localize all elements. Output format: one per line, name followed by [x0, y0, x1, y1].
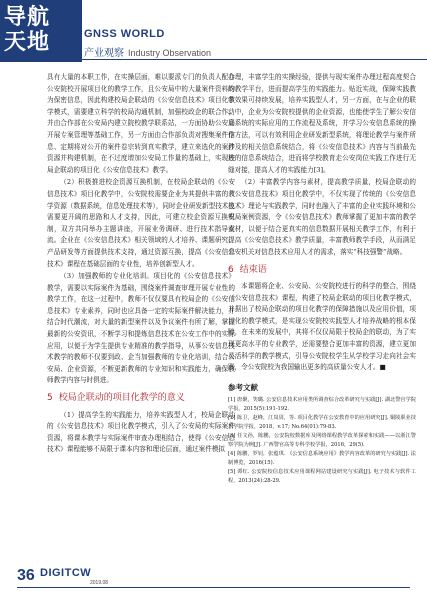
- magazine-name: DIGITCW: [40, 567, 92, 579]
- paragraph: 办理，丰富学生的实操经验，提供与现实案件办理过程高度契合的教学平台，进而提高学生的实践能力。贴近实战，保障实践教学效果可持续发展，培养实践型人才，另一方面，在与企业的联动中，企业为公安院校提供的企业资源，也能使学生了解公安信息系统的实际应用的工作流程及系统，并学习公安信息系统的操作方法，可以有效利用企业研发新型系统，将理论教学与案件所涉及的相关信息系统结合，将《公安信息技术》内容与当前最先进的信息系统结合，进而将学校教育走公安岗位实践工作进行无缝对接，提高人才的实践能力[3]。: [228, 73, 416, 174]
- paragraph: （1）提高学生的实践能力，培养实践型人才，校局企联动的《公安信息技术》项目化教学模式，引入了公安局的实际案件资源，将课本教学与实际案件审查办理相结合，使得《公安信息技术》课程能够不局限于课本内容和理论层面，通过案件模拟: [47, 410, 235, 454]
- issue-date: 2019.08: [90, 580, 109, 586]
- reference-item: [4] 陈鹏，罗钊，张蕴琪. 《公安信息系统应用》教学内容改革的研究与实践[J]. 法制博览，2016(15).: [228, 451, 416, 467]
- references: [228, 382, 416, 487]
- section-heading-text: 校局企联动的项目化教学的意义: [58, 393, 185, 404]
- logo-chinese-title: [4, 5, 50, 55]
- right-column: [228, 72, 416, 486]
- reference-item: [5] 谭红. 公安院校信息技术应用课程网站建设研究与实践[J]. 电子技术与软件工程，2013(24):28-29.: [228, 469, 416, 485]
- section-title-zh: 产业观察: [84, 48, 124, 59]
- section-heading-5: [47, 393, 235, 405]
- footer-rule: [17, 587, 410, 588]
- page-footer: [0, 561, 427, 591]
- header-rule: [82, 59, 427, 60]
- reference-item: [3] 任文孙，陈鹏，公安院校数据库及网络课程教学改革探索和实践——以浙江警察学院为例[J]. 广西警官高等专科学校学报，2016，29(5).: [228, 433, 416, 449]
- paragraph: 具有大量的本职工作，在实操层面，难以要派专门的负责人配合公安院校开展项目化的教学工作，且公安局中的大量案件资料均为保密信息，因此构建校局企联动的《公安信息技术》项目化教学模式，需要建立科学的校局沟通机制，加强校政企的联合作，并由合作部在公安局内建立院校教学联系站，一方面协助公安局开展专案管理等基础工作，另一方面由合作部负责对搜集案件信息、定期将对公开的案件卷宗转到真实教学，建立来选化的案件资源并构建机制，在不过度增加公安局工作量的基础上，实现校局企联动的项目化《公安信息技术》教学。: [47, 73, 235, 174]
- section-heading-text: 结束语: [239, 264, 267, 275]
- gnss-world-logo: [0, 0, 82, 62]
- section-title-en: Industry Observation: [128, 48, 212, 58]
- logo-chinese-line-1: 导航: [4, 5, 51, 30]
- section-number: 6: [228, 264, 234, 275]
- page-header: [0, 0, 427, 62]
- paragraph: 本课题将企业、公安局、公安院校进行的科学的整合，围绕《公安信息技术》课程，构建了校局企联动的项目化教学模式，并据出了校局企联动的项目化教学的保障措施以及应用价值，项目化的教学模式，是实现公安院校实践型人才培养战略的根本保障，在未来的发展中，其将不仅仅局限于校局企的联动，为了实现更高水平的专业教学，还需要整合更加丰富的资源，建立更加灵活科学的教学模式，引导公安院校学生从学校学习走向社会实践，令公安院校为我国输出更多的高质量公安人才。■: [228, 282, 416, 372]
- page-number: 36: [17, 567, 35, 584]
- references-list: [228, 396, 416, 486]
- section-number: 5: [47, 393, 53, 404]
- reference-item: [1] 唐聚，笑璐. 公安信息技术应用类所调查综合改革研究与实践[J]. 湖北警官学院学报，2015(5):191-192.: [228, 397, 416, 413]
- references-title: 参考文献: [228, 382, 258, 392]
- paragraph: （2）积极推进校企资源互换机制，在校局企联动的《公安信息技术》项目化教学中，公安院校需要企业为其提供丰富的教学资源（数据系统，信息处理技术等），同时企业研发新型技术也需要更开阔的思路和人才支持，因此，可建立校企资源互换机制，双方共同举办主题讲座，开展业务调研、进行技术指导交流。企业在《公安信息技术》相关领域的人才培养、课题研究、产品研发等方面提供技术支持，通过资源互换，提高《公安信息技术》课程在基础层面的专业性，培养创新型人才。: [47, 178, 235, 268]
- logo-chinese-line-2: 天地: [4, 30, 51, 55]
- logo-english-title: GNSS WORLD: [84, 28, 165, 40]
- section-heading-6: [228, 265, 416, 277]
- left-column: [47, 72, 235, 457]
- paragraph: （2）丰富教学内容与素材，提高教学质量，校局企联动的《公安信息技术》项目化教学中，不仅实现了传统的《公安信息技术》理论与实践教学，同时也融入了丰富的企业实践环境和公安局案例资源，令《公安信息技术》教师掌握了更加丰富的教学素材，以便于结合更真实的信息数据开展相关教学工作，有利于提高《公安信息技术》教学质量，丰富教师教学手段，从而满足公安机关对信息技术应用人才的需求，落实“科技强警”战略。: [228, 178, 416, 256]
- paragraph: （3）加强教师的专业化培训。项目化的《公安信息技术》教学，需要以实际案件为基础，围绕案件调查审理开展专业性的教学工作，在这一过程中，教师不仅仅要具有校局企的《公安信息技术》专业素养，同时也应具备一定的实际案件解决能力，并结合时代潮流，对大量的新型案件以及争议案件有所了解，掌握最新的公安资讯，不断学习和提炼信息技术在公安工作中的实际应用，以便于为学生提供专业精准的教学指导，从事公安信息技术教学的教师不仅要到政、企当加强教师的专业化培训，结合公安局、企业资源，不断更新教师的专业知识和实践能力，确保教师教学内容与时俱进。: [47, 272, 235, 385]
- reference-item: [2] 陈卫，赵峰，江岚周，等. 项目化教学在公安教育中的应用研究[J]. 铜陵职业技术学院学报，2018，v.17; No.64(01):79-83.: [228, 415, 416, 431]
- section-title: [84, 44, 211, 59]
